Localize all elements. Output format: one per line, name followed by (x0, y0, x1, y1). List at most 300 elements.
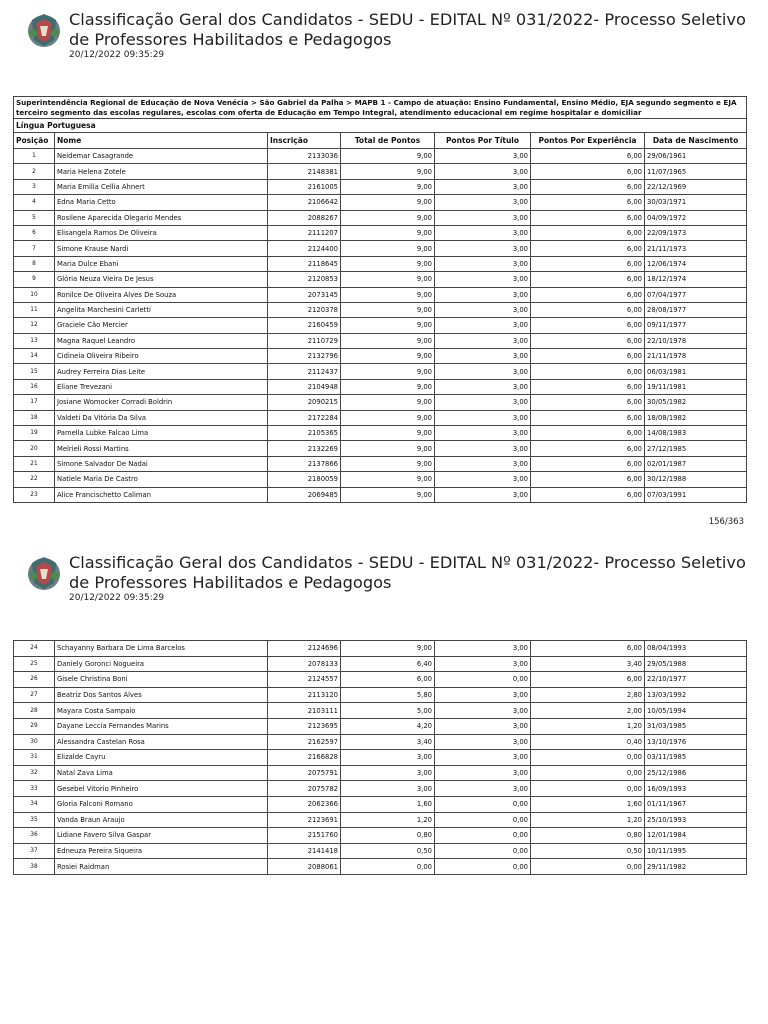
cell-nome: Josiane Womocker Corradi Boldrin (55, 395, 268, 410)
col-header-inscricao: Inscrição (268, 133, 341, 149)
cell-nome: Ronilce De Oliveira Alves De Souza (55, 287, 268, 302)
cell-pontos-experiencia: 2,80 (531, 687, 645, 703)
cell-pontos-experiencia: 0,40 (531, 734, 645, 750)
cell-data-nascimento: 12/06/1974 (645, 256, 747, 271)
cell-pontos-experiencia: 3,40 (531, 656, 645, 672)
cell-total-pontos: 9,00 (341, 210, 435, 225)
cell-nome: Alessandra Castelan Rosa (55, 734, 268, 750)
cell-posicao: 23 (14, 487, 55, 502)
cell-nome: Natal Zava Lima (55, 765, 268, 781)
cell-pontos-titulo: 0,00 (435, 843, 531, 859)
cell-total-pontos: 3,00 (341, 765, 435, 781)
cell-data-nascimento: 29/06/1961 (645, 149, 747, 164)
cell-pontos-titulo: 3,00 (435, 241, 531, 256)
cell-pontos-experiencia: 6,00 (531, 318, 645, 333)
cell-pontos-titulo: 3,00 (435, 781, 531, 797)
cell-inscricao: 2162597 (268, 734, 341, 750)
cell-inscricao: 2133036 (268, 149, 341, 164)
table-row (14, 734, 747, 750)
cell-posicao: 21 (14, 456, 55, 471)
cell-nome: Maria Emilia Cellia Ahnert (55, 179, 268, 194)
cell-pontos-titulo: 3,00 (435, 256, 531, 271)
cell-posicao: 14 (14, 349, 55, 364)
cell-inscricao: 2120378 (268, 302, 341, 317)
cell-posicao: 12 (14, 318, 55, 333)
table-row (14, 859, 747, 875)
cell-pontos-experiencia: 6,00 (531, 456, 645, 471)
generation-timestamp: 20/12/2022 09:35:29 (69, 50, 165, 60)
cell-data-nascimento: 22/10/1978 (645, 333, 747, 348)
table-row (14, 410, 747, 425)
table-row (14, 379, 747, 394)
cell-total-pontos: 3,00 (341, 781, 435, 797)
cell-posicao: 9 (14, 272, 55, 287)
cell-nome: Simone Salvador De Nadai (55, 456, 268, 471)
table-row (14, 195, 747, 210)
cell-pontos-titulo: 3,00 (435, 718, 531, 734)
cell-pontos-titulo: 3,00 (435, 395, 531, 410)
cell-nome: Gisele Christina Boni (55, 672, 268, 688)
cell-pontos-experiencia: 6,00 (531, 241, 645, 256)
table-row (14, 287, 747, 302)
cell-pontos-experiencia: 0,00 (531, 781, 645, 797)
cell-inscricao: 2180059 (268, 472, 341, 487)
table-row (14, 750, 747, 766)
cell-nome: Glória Neuza Vieira De Jesus (55, 272, 268, 287)
cell-nome: Valdeti Da Vitória Da Silva (55, 410, 268, 425)
table-row (14, 828, 747, 844)
cell-pontos-titulo: 3,00 (435, 734, 531, 750)
cell-inscricao: 2124696 (268, 641, 341, 657)
cell-total-pontos: 9,00 (341, 456, 435, 471)
cell-data-nascimento: 30/12/1988 (645, 472, 747, 487)
table-row (14, 426, 747, 441)
cell-data-nascimento: 11/07/1965 (645, 164, 747, 179)
cell-inscricao: 2132269 (268, 441, 341, 456)
cell-data-nascimento: 02/01/1987 (645, 456, 747, 471)
cell-data-nascimento: 18/08/1982 (645, 410, 747, 425)
cell-data-nascimento: 31/03/1985 (645, 718, 747, 734)
cell-nome: Lidiane Favero Silva Gaspar (55, 828, 268, 844)
cell-posicao: 7 (14, 241, 55, 256)
col-header-nascimento: Data de Nascimento (645, 133, 747, 149)
cell-total-pontos: 6,00 (341, 672, 435, 688)
cell-pontos-titulo: 3,00 (435, 379, 531, 394)
cell-pontos-experiencia: 6,00 (531, 364, 645, 379)
table-row (14, 765, 747, 781)
cell-data-nascimento: 21/11/1978 (645, 349, 747, 364)
cell-posicao: 15 (14, 364, 55, 379)
cell-total-pontos: 0,80 (341, 828, 435, 844)
cell-pontos-titulo: 3,00 (435, 210, 531, 225)
cell-pontos-experiencia: 6,00 (531, 395, 645, 410)
page-header-2 (24, 553, 754, 613)
cell-posicao: 24 (14, 641, 55, 657)
cell-data-nascimento: 14/08/1983 (645, 426, 747, 441)
cell-data-nascimento: 07/04/1977 (645, 287, 747, 302)
cell-total-pontos: 5,00 (341, 703, 435, 719)
cell-total-pontos: 9,00 (341, 195, 435, 210)
cell-posicao: 16 (14, 379, 55, 394)
cell-posicao: 32 (14, 765, 55, 781)
cell-inscricao: 2106642 (268, 195, 341, 210)
cell-pontos-experiencia: 6,00 (531, 472, 645, 487)
cell-pontos-titulo: 0,00 (435, 828, 531, 844)
col-header-titulo: Pontos Por Título (435, 133, 531, 149)
cell-nome: Beatriz Dos Santos Alves (55, 687, 268, 703)
cell-pontos-titulo: 3,00 (435, 349, 531, 364)
cell-pontos-titulo: 3,00 (435, 456, 531, 471)
cell-data-nascimento: 19/11/1981 (645, 379, 747, 394)
cell-pontos-titulo: 3,00 (435, 487, 531, 502)
cell-pontos-experiencia: 6,00 (531, 410, 645, 425)
cell-pontos-experiencia: 6,00 (531, 256, 645, 271)
cell-pontos-experiencia: 6,00 (531, 272, 645, 287)
cell-pontos-titulo: 3,00 (435, 703, 531, 719)
cell-posicao: 27 (14, 687, 55, 703)
cell-data-nascimento: 29/05/1988 (645, 656, 747, 672)
cell-posicao: 28 (14, 703, 55, 719)
cell-data-nascimento: 30/05/1982 (645, 395, 747, 410)
table-row (14, 672, 747, 688)
cell-posicao: 19 (14, 426, 55, 441)
table-row (14, 843, 747, 859)
cell-pontos-experiencia: 6,00 (531, 302, 645, 317)
cell-posicao: 10 (14, 287, 55, 302)
cell-pontos-experiencia: 6,00 (531, 672, 645, 688)
cell-total-pontos: 9,00 (341, 241, 435, 256)
cell-pontos-titulo: 3,00 (435, 302, 531, 317)
cell-inscricao: 2161005 (268, 179, 341, 194)
table-row (14, 302, 747, 317)
cell-pontos-titulo: 3,00 (435, 656, 531, 672)
table-row (14, 456, 747, 471)
cell-posicao: 36 (14, 828, 55, 844)
cell-total-pontos: 9,00 (341, 410, 435, 425)
cell-data-nascimento: 25/10/1993 (645, 812, 747, 828)
cell-inscricao: 2078133 (268, 656, 341, 672)
cell-total-pontos: 9,00 (341, 256, 435, 271)
cell-pontos-titulo: 3,00 (435, 164, 531, 179)
cell-nome: Gesebel Vitorio Pinheiro (55, 781, 268, 797)
cell-posicao: 37 (14, 843, 55, 859)
table-header-row (14, 133, 747, 149)
cell-data-nascimento: 07/03/1991 (645, 487, 747, 502)
cell-pontos-experiencia: 6,00 (531, 487, 645, 502)
cell-data-nascimento: 08/04/1993 (645, 641, 747, 657)
cell-nome: Maria Helena Zotele (55, 164, 268, 179)
cell-posicao: 30 (14, 734, 55, 750)
cell-total-pontos: 6,40 (341, 656, 435, 672)
table-row (14, 687, 747, 703)
cell-data-nascimento: 21/11/1973 (645, 241, 747, 256)
cell-data-nascimento: 30/03/1971 (645, 195, 747, 210)
cell-data-nascimento: 16/09/1993 (645, 781, 747, 797)
cell-pontos-titulo: 3,00 (435, 333, 531, 348)
cell-posicao: 1 (14, 149, 55, 164)
cell-pontos-experiencia: 0,50 (531, 843, 645, 859)
cell-inscricao: 2148381 (268, 164, 341, 179)
table-row (14, 395, 747, 410)
cell-data-nascimento: 01/11/1967 (645, 796, 747, 812)
cell-nome: Maria Dulce Ebani (55, 256, 268, 271)
cell-posicao: 38 (14, 859, 55, 875)
cell-total-pontos: 1,60 (341, 796, 435, 812)
cell-inscricao: 2118645 (268, 256, 341, 271)
cell-pontos-titulo: 0,00 (435, 672, 531, 688)
cell-pontos-experiencia: 1,20 (531, 812, 645, 828)
cell-nome: Alice Francischetto Caliman (55, 487, 268, 502)
cell-posicao: 4 (14, 195, 55, 210)
document-title: Classificação Geral dos Candidatos - SEDU - EDITAL Nº 031/2022- Processo Seletivo de Professores Habilitados e Pedagogos (69, 553, 746, 592)
cell-data-nascimento: 27/12/1985 (645, 441, 747, 456)
cell-total-pontos: 3,40 (341, 734, 435, 750)
cell-nome: Cidineia Oliveira Ribeiro (55, 349, 268, 364)
cell-nome: Mayara Costa Sampaio (55, 703, 268, 719)
cell-pontos-titulo: 3,00 (435, 364, 531, 379)
table-row (14, 318, 747, 333)
cell-total-pontos: 9,00 (341, 641, 435, 657)
table-row (14, 812, 747, 828)
cell-pontos-experiencia: 0,00 (531, 859, 645, 875)
cell-total-pontos: 9,00 (341, 225, 435, 240)
cell-pontos-titulo: 3,00 (435, 750, 531, 766)
cell-total-pontos: 9,00 (341, 149, 435, 164)
cell-posicao: 18 (14, 410, 55, 425)
cell-nome: Graciele Cão Mercier (55, 318, 268, 333)
cell-pontos-experiencia: 6,00 (531, 641, 645, 657)
cell-pontos-titulo: 3,00 (435, 687, 531, 703)
cell-posicao: 8 (14, 256, 55, 271)
cell-posicao: 5 (14, 210, 55, 225)
cell-pontos-experiencia: 6,00 (531, 179, 645, 194)
table-row (14, 718, 747, 734)
table-row (14, 272, 747, 287)
cell-inscricao: 2166828 (268, 750, 341, 766)
cell-inscricao: 2123691 (268, 812, 341, 828)
cell-total-pontos: 9,00 (341, 179, 435, 194)
table-row (14, 641, 747, 657)
cell-nome: Gloria Falconi Romano (55, 796, 268, 812)
cell-pontos-experiencia: 6,00 (531, 349, 645, 364)
ranking-table-page-1 (13, 96, 747, 503)
ranking-table-page-2 (13, 640, 747, 875)
cell-pontos-titulo: 3,00 (435, 272, 531, 287)
table-row (14, 656, 747, 672)
cell-pontos-titulo: 3,00 (435, 149, 531, 164)
cell-total-pontos: 9,00 (341, 349, 435, 364)
cell-data-nascimento: 10/11/1995 (645, 843, 747, 859)
cell-total-pontos: 9,00 (341, 272, 435, 287)
cell-inscricao: 2073145 (268, 287, 341, 302)
cell-nome: Audrey Ferreira Dias Leite (55, 364, 268, 379)
table-row (14, 364, 747, 379)
cell-total-pontos: 9,00 (341, 164, 435, 179)
cell-inscricao: 2137866 (268, 456, 341, 471)
table-row (14, 441, 747, 456)
coat-of-arms-logo (24, 10, 64, 50)
cell-nome: Schayanny Barbara De Lima Barcelos (55, 641, 268, 657)
table-row (14, 703, 747, 719)
cell-inscricao: 2110729 (268, 333, 341, 348)
cell-posicao: 22 (14, 472, 55, 487)
table-row (14, 210, 747, 225)
cell-total-pontos: 9,00 (341, 426, 435, 441)
cell-nome: Edna Maria Cetto (55, 195, 268, 210)
cell-inscricao: 2141418 (268, 843, 341, 859)
cell-pontos-titulo: 3,00 (435, 195, 531, 210)
col-header-nome: Nome (55, 133, 268, 149)
subject-label: Língua Portuguesa (14, 119, 747, 133)
cell-total-pontos: 9,00 (341, 364, 435, 379)
cell-total-pontos: 9,00 (341, 441, 435, 456)
cell-pontos-titulo: 3,00 (435, 765, 531, 781)
cell-pontos-titulo: 3,00 (435, 225, 531, 240)
cell-nome: Dayane Leccia Fernandes Marins (55, 718, 268, 734)
cell-pontos-experiencia: 6,00 (531, 379, 645, 394)
cell-total-pontos: 9,00 (341, 333, 435, 348)
cell-pontos-experiencia: 1,60 (531, 796, 645, 812)
cell-inscricao: 2075791 (268, 765, 341, 781)
region-description: Superintendência Regional de Educação de Nova Venécia > São Gabriel da Palha > MAPB 1 - Campo de atuação: Ensino Fundamental, Ensino Médio, EJA segundo segmento e EJA terceiro segmento das escolas regulares, escolas com oferta de Educação em Tempo Integral, atendimento educacional em regime hospitalar e domiciliar (14, 97, 747, 119)
cell-data-nascimento: 12/01/1984 (645, 828, 747, 844)
cell-pontos-experiencia: 6,00 (531, 426, 645, 441)
cell-pontos-experiencia: 0,00 (531, 765, 645, 781)
cell-inscricao: 2132796 (268, 349, 341, 364)
cell-total-pontos: 0,00 (341, 859, 435, 875)
cell-inscricao: 2113120 (268, 687, 341, 703)
cell-nome: Angelita Marchesini Carletti (55, 302, 268, 317)
cell-data-nascimento: 22/10/1977 (645, 672, 747, 688)
cell-data-nascimento: 22/12/1969 (645, 179, 747, 194)
coat-of-arms-logo (24, 553, 64, 593)
cell-pontos-experiencia: 6,00 (531, 210, 645, 225)
cell-total-pontos: 3,00 (341, 750, 435, 766)
cell-inscricao: 2160459 (268, 318, 341, 333)
cell-posicao: 11 (14, 302, 55, 317)
cell-inscricao: 2103111 (268, 703, 341, 719)
table-row (14, 149, 747, 164)
cell-nome: Pamella Lubke Falcao Lima (55, 426, 268, 441)
cell-inscricao: 2120853 (268, 272, 341, 287)
cell-pontos-titulo: 3,00 (435, 426, 531, 441)
cell-pontos-experiencia: 6,00 (531, 149, 645, 164)
cell-inscricao: 2105365 (268, 426, 341, 441)
cell-total-pontos: 5,80 (341, 687, 435, 703)
cell-pontos-titulo: 3,00 (435, 410, 531, 425)
table-row (14, 164, 747, 179)
cell-nome: Vanda Braun Araujo (55, 812, 268, 828)
cell-inscricao: 2123695 (268, 718, 341, 734)
cell-total-pontos: 9,00 (341, 318, 435, 333)
cell-pontos-titulo: 0,00 (435, 859, 531, 875)
generation-timestamp: 20/12/2022 09:35:29 (69, 593, 165, 603)
cell-data-nascimento: 10/05/1994 (645, 703, 747, 719)
cell-inscricao: 2075782 (268, 781, 341, 797)
page-number: 156/363 (708, 517, 744, 527)
cell-nome: Daniely Goronci Nogueira (55, 656, 268, 672)
cell-data-nascimento: 18/12/1974 (645, 272, 747, 287)
cell-pontos-experiencia: 6,00 (531, 287, 645, 302)
cell-nome: Simone Krause Nardi (55, 241, 268, 256)
cell-pontos-experiencia: 0,00 (531, 750, 645, 766)
cell-pontos-experiencia: 6,00 (531, 225, 645, 240)
table-row (14, 796, 747, 812)
cell-total-pontos: 9,00 (341, 472, 435, 487)
cell-total-pontos: 9,00 (341, 395, 435, 410)
cell-pontos-experiencia: 6,00 (531, 164, 645, 179)
cell-pontos-titulo: 3,00 (435, 641, 531, 657)
table-row (14, 472, 747, 487)
cell-total-pontos: 9,00 (341, 302, 435, 317)
cell-total-pontos: 4,20 (341, 718, 435, 734)
cell-nome: Natiele Maria De Castro (55, 472, 268, 487)
cell-data-nascimento: 13/03/1992 (645, 687, 747, 703)
cell-pontos-titulo: 3,00 (435, 287, 531, 302)
cell-inscricao: 2088267 (268, 210, 341, 225)
table-row (14, 487, 747, 502)
cell-posicao: 20 (14, 441, 55, 456)
cell-inscricao: 2111207 (268, 225, 341, 240)
cell-data-nascimento: 22/09/1973 (645, 225, 747, 240)
table-row (14, 241, 747, 256)
cell-posicao: 29 (14, 718, 55, 734)
cell-pontos-titulo: 3,00 (435, 179, 531, 194)
cell-nome: Magna Raquel Leandro (55, 333, 268, 348)
cell-inscricao: 2151760 (268, 828, 341, 844)
cell-posicao: 34 (14, 796, 55, 812)
table-row (14, 349, 747, 364)
cell-posicao: 35 (14, 812, 55, 828)
cell-total-pontos: 9,00 (341, 287, 435, 302)
cell-data-nascimento: 06/03/1981 (645, 364, 747, 379)
cell-nome: Elisangela Ramos De Oliveira (55, 225, 268, 240)
table-row (14, 225, 747, 240)
cell-nome: Edneuza Pereira Siqueira (55, 843, 268, 859)
cell-inscricao: 2172284 (268, 410, 341, 425)
table-row (14, 179, 747, 194)
cell-nome: Rosiei Raidman (55, 859, 268, 875)
cell-pontos-experiencia: 6,00 (531, 195, 645, 210)
cell-nome: Rosilene Aparecida Olegario Mendes (55, 210, 268, 225)
col-header-posicao: Posição (14, 133, 55, 149)
cell-data-nascimento: 13/10/1976 (645, 734, 747, 750)
cell-nome: Neidemar Casagrande (55, 149, 268, 164)
cell-posicao: 6 (14, 225, 55, 240)
cell-inscricao: 2124557 (268, 672, 341, 688)
cell-posicao: 13 (14, 333, 55, 348)
table-row (14, 333, 747, 348)
cell-data-nascimento: 25/12/1986 (645, 765, 747, 781)
cell-data-nascimento: 03/11/1985 (645, 750, 747, 766)
cell-posicao: 33 (14, 781, 55, 797)
cell-total-pontos: 9,00 (341, 379, 435, 394)
table-row (14, 256, 747, 271)
cell-inscricao: 2124400 (268, 241, 341, 256)
cell-total-pontos: 9,00 (341, 487, 435, 502)
cell-posicao: 25 (14, 656, 55, 672)
cell-inscricao: 2062366 (268, 796, 341, 812)
cell-inscricao: 2069485 (268, 487, 341, 502)
cell-posicao: 3 (14, 179, 55, 194)
cell-posicao: 2 (14, 164, 55, 179)
cell-inscricao: 2104948 (268, 379, 341, 394)
cell-pontos-experiencia: 2,00 (531, 703, 645, 719)
cell-posicao: 31 (14, 750, 55, 766)
cell-data-nascimento: 09/11/1977 (645, 318, 747, 333)
cell-pontos-titulo: 3,00 (435, 441, 531, 456)
cell-nome: Elizalde Cayru (55, 750, 268, 766)
